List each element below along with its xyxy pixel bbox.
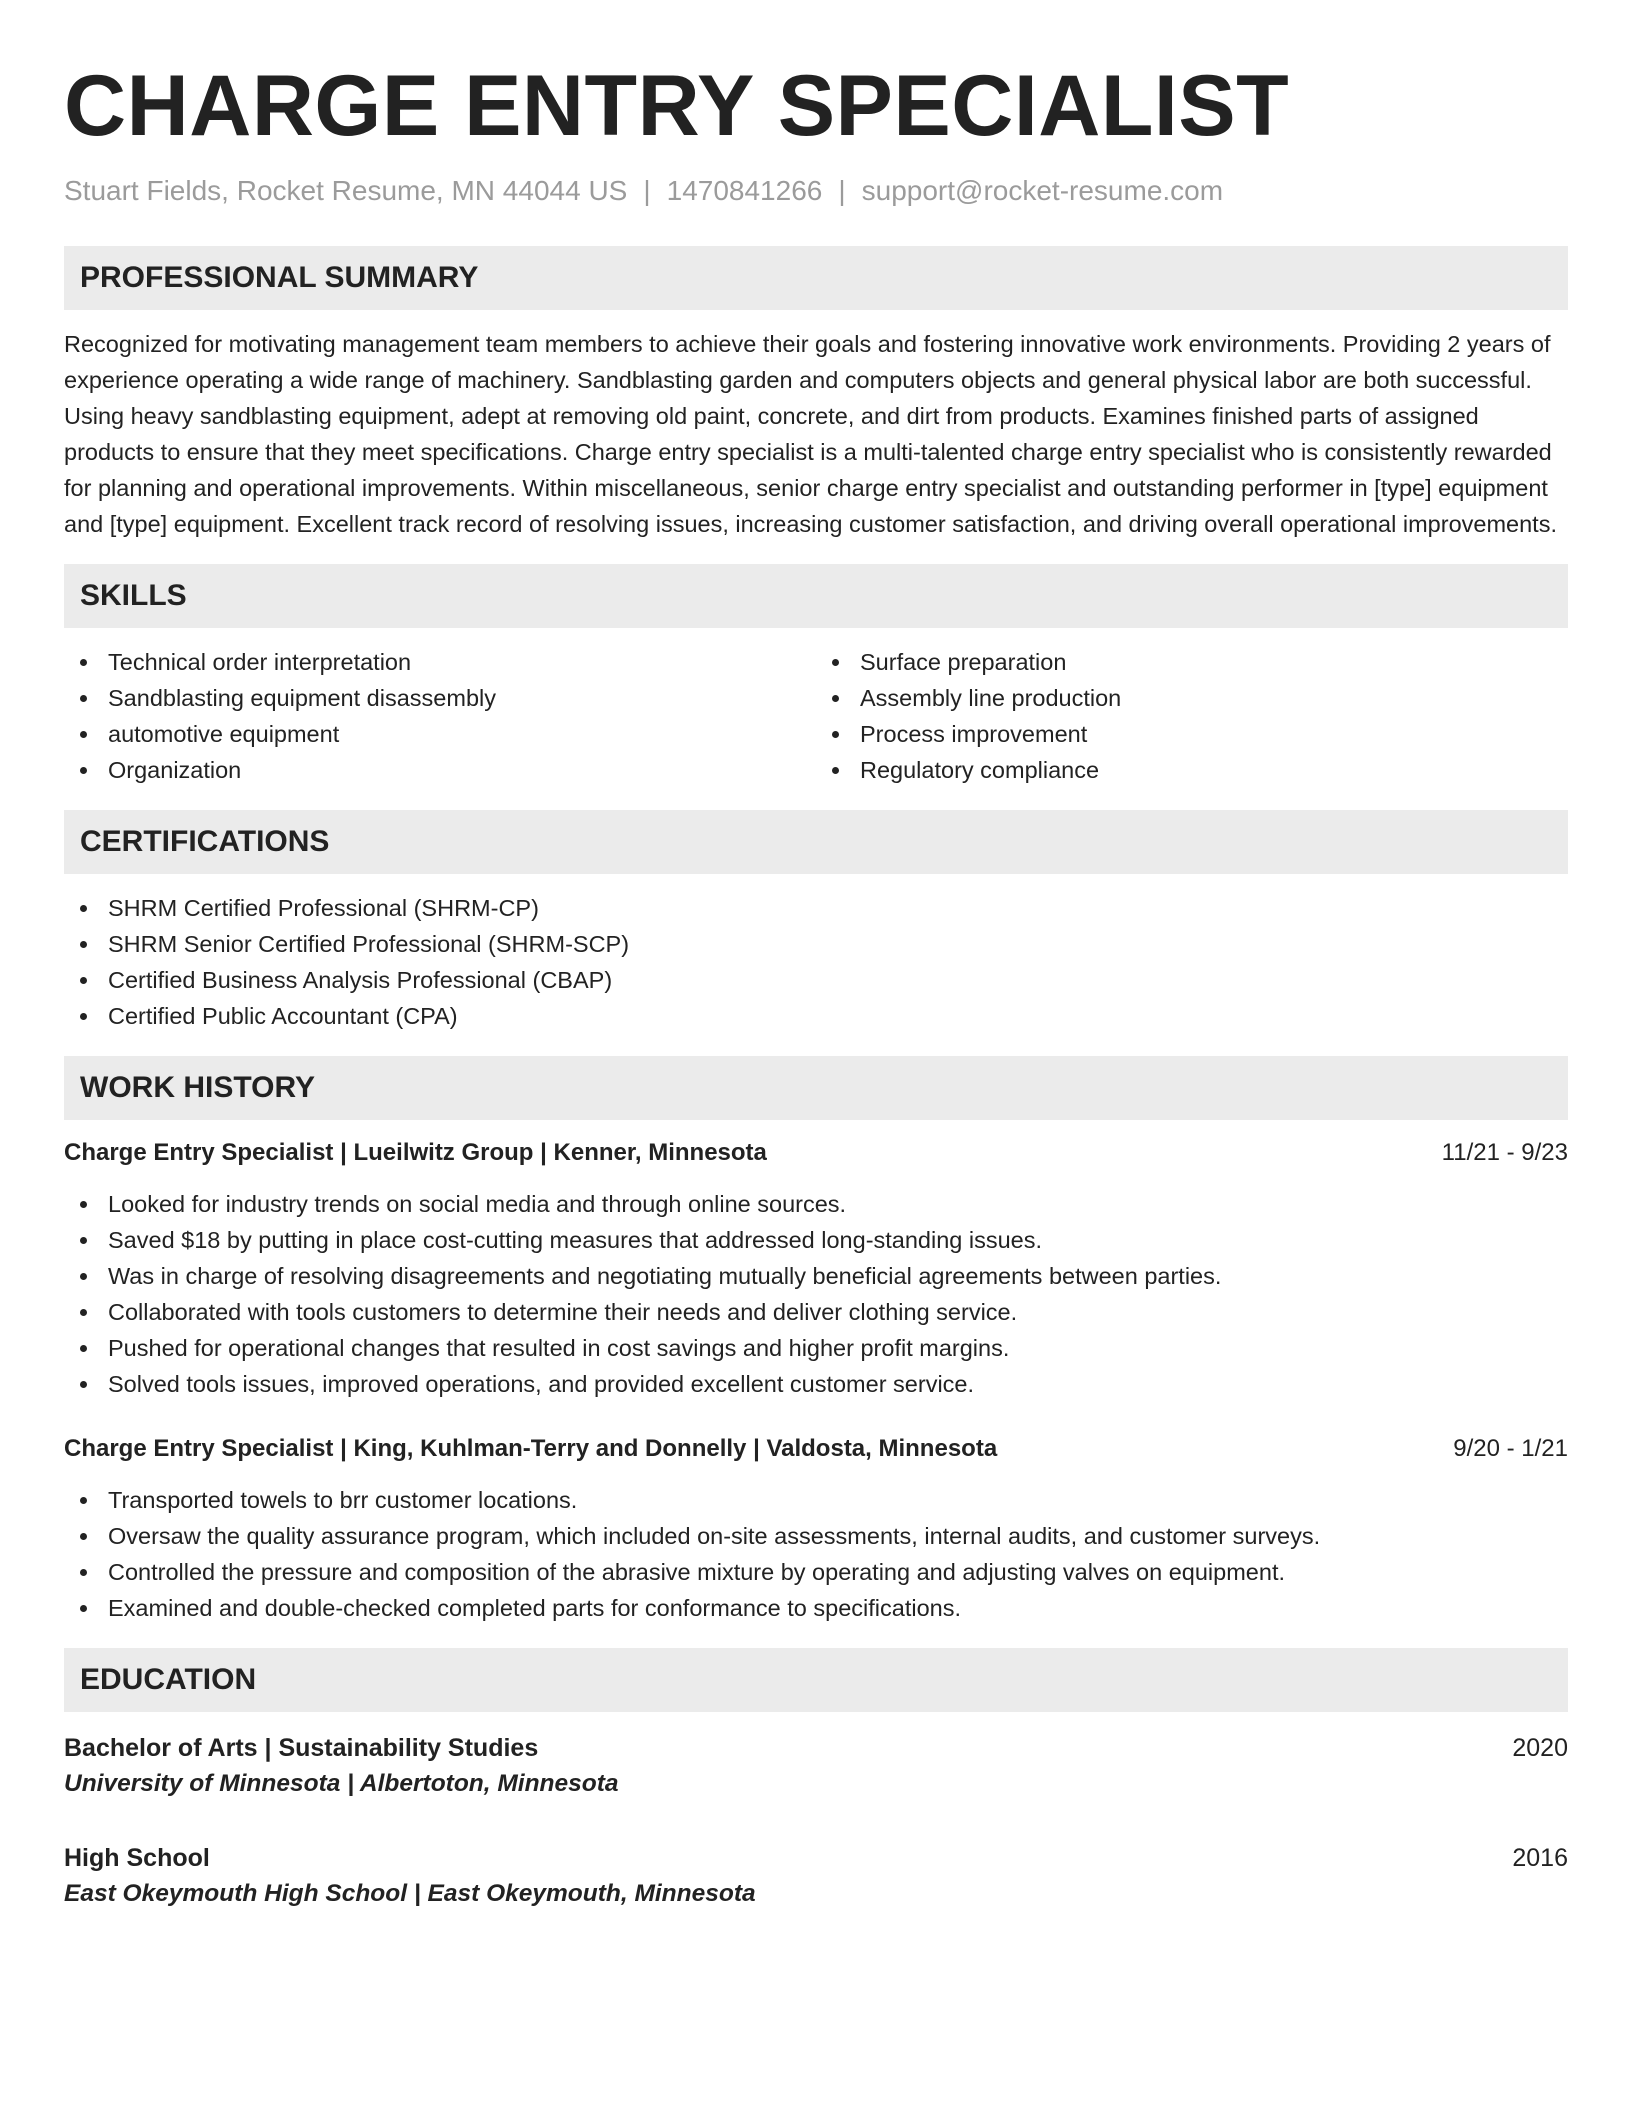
job-bullet: Saved $18 by putting in place cost-cutting measures that addressed long-standing issues. — [64, 1222, 1568, 1258]
education-degree: High School — [64, 1844, 210, 1872]
skill-item: Surface preparation — [816, 644, 1568, 680]
certifications-list — [64, 890, 1568, 1034]
contact-line — [64, 174, 1568, 208]
job-dates: 9/20 - 1/21 — [1453, 1435, 1568, 1462]
education-school: East Okeymouth High School | East Okeymouth, Minnesota — [64, 1880, 756, 1907]
job-bullet: Pushed for operational changes that resulted in cost savings and higher profit margins. — [64, 1330, 1568, 1366]
job-bullets — [64, 1186, 1568, 1402]
certification-item: Certified Business Analysis Professional (CBAP) — [64, 962, 1568, 998]
section-header-education: EDUCATION — [64, 1648, 1568, 1712]
education-school: University of Minnesota | Albertoton, Minnesota — [64, 1770, 619, 1797]
contact-separator: | — [643, 175, 651, 206]
contact-separator: | — [838, 175, 846, 206]
education-header — [64, 1840, 1568, 1876]
job-bullet: Oversaw the quality assurance program, which included on-site assessments, internal audits, and customer surveys. — [64, 1518, 1568, 1554]
job-header — [64, 1136, 1568, 1170]
skills-list — [64, 644, 1568, 788]
contact-phone: 1470841266 — [666, 175, 823, 206]
job-title: Charge Entry Specialist | Lueilwitz Group | Kenner, Minnesota — [64, 1139, 767, 1166]
job-bullet: Controlled the pressure and composition of the abrasive mixture by operating and adjusting valves on equipment. — [64, 1554, 1568, 1590]
education-degree: Bachelor of Arts | Sustainability Studies — [64, 1734, 539, 1762]
skill-item: automotive equipment — [64, 716, 816, 752]
summary-text: Recognized for motivating management team members to achieve their goals and fostering innovative work environments. Providing 2 years of experience operating a wide range of machinery. Sandblasting garden and computers objects and general physical labor are both successful. Using heavy sandblasting equipment, adept at removing old paint, concrete, and dirt from products. Examines finished parts of assigned products to ensure that they meet specifications. Charge entry specialist is a multi-talented charge entry specialist who is consistently rewarded for planning and operational improvements. Within miscellaneous, senior charge entry specialist and outstanding performer in [type] equipment and [type] equipment. Excellent track record of resolving issues, increasing customer satisfaction, and driving overall operational improvements. — [64, 331, 1557, 537]
certification-item: SHRM Certified Professional (SHRM-CP) — [64, 890, 1568, 926]
education-year: 2016 — [1512, 1844, 1568, 1872]
section-header-certifications: CERTIFICATIONS — [64, 810, 1568, 874]
education-header — [64, 1730, 1568, 1766]
education-entry — [64, 1840, 1568, 1912]
skill-item: Sandblasting equipment disassembly — [64, 680, 816, 716]
job-bullet: Solved tools issues, improved operations, and provided excellent customer service. — [64, 1366, 1568, 1402]
certification-item: Certified Public Accountant (CPA) — [64, 998, 1568, 1034]
job-entry — [64, 1136, 1568, 1402]
certification-item: SHRM Senior Certified Professional (SHRM-SCP) — [64, 926, 1568, 962]
education-year: 2020 — [1512, 1734, 1568, 1762]
job-dates: 11/21 - 9/23 — [1441, 1139, 1568, 1166]
education-entry — [64, 1730, 1568, 1802]
job-bullet: Collaborated with tools customers to determine their needs and deliver clothing service. — [64, 1294, 1568, 1330]
skill-item: Technical order interpretation — [64, 644, 816, 680]
job-header — [64, 1432, 1568, 1466]
job-entry — [64, 1432, 1568, 1626]
skill-item: Regulatory compliance — [816, 752, 1568, 788]
job-bullets — [64, 1482, 1568, 1626]
skills-column-left — [64, 644, 816, 788]
section-header-skills: SKILLS — [64, 564, 1568, 628]
skill-item: Process improvement — [816, 716, 1568, 752]
job-bullet: Was in charge of resolving disagreements and negotiating mutually beneficial agreements between parties. — [64, 1258, 1568, 1294]
job-title: Charge Entry Specialist | King, Kuhlman-Terry and Donnelly | Valdosta, Minnesota — [64, 1435, 998, 1462]
section-header-summary: PROFESSIONAL SUMMARY — [64, 246, 1568, 310]
job-bullet: Looked for industry trends on social media and through online sources. — [64, 1186, 1568, 1222]
skill-item: Assembly line production — [816, 680, 1568, 716]
skill-item: Organization — [64, 752, 816, 788]
section-header-work-history: WORK HISTORY — [64, 1056, 1568, 1120]
contact-address: Stuart Fields, Rocket Resume, MN 44044 US — [64, 175, 628, 206]
contact-email: support@rocket-resume.com — [861, 175, 1224, 206]
job-bullet: Examined and double-checked completed parts for conformance to specifications. — [64, 1590, 1568, 1626]
skills-column-right — [816, 644, 1568, 788]
resume-title: CHARGE ENTRY SPECIALIST — [64, 58, 1290, 154]
job-bullet: Transported towels to brr customer locations. — [64, 1482, 1568, 1518]
